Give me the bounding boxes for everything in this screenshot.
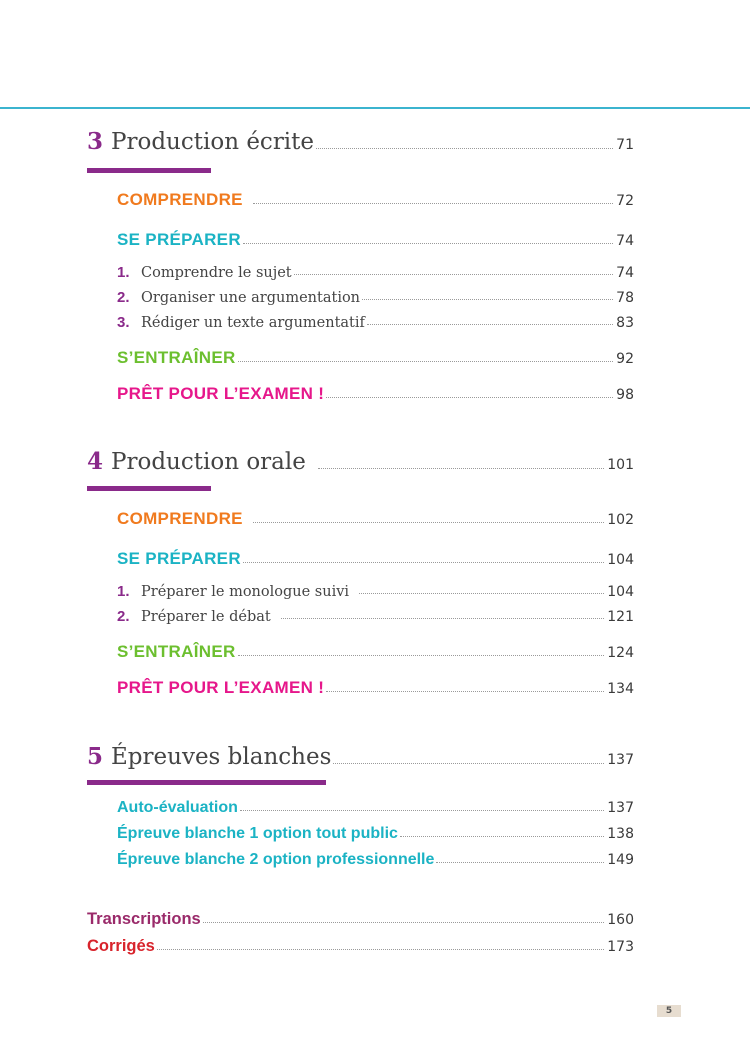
toc-entry-pret-pour-lexamen[interactable] (117, 678, 634, 698)
item-number: 2. (117, 289, 130, 306)
page-ref: 92 (616, 351, 634, 367)
leader-dots (281, 618, 605, 619)
leader-dots (243, 562, 604, 563)
item-label: Organiser une argumentation (141, 290, 361, 306)
page-ref: 78 (616, 290, 634, 306)
item-number: 2. (117, 608, 130, 625)
page-ref: 83 (616, 315, 634, 331)
toc-entry-comprendre[interactable] (117, 190, 634, 210)
section-title: Production écrite (111, 129, 315, 155)
entry-label: Corrigés (87, 937, 155, 955)
page-ref: 102 (607, 512, 634, 528)
item-label: Préparer le débat (141, 609, 271, 625)
section-underline (87, 486, 211, 491)
toc-item[interactable] (117, 583, 634, 600)
entry-label: Transcriptions (87, 910, 201, 928)
item-label: Comprendre le sujet (141, 265, 292, 281)
page-ref: 101 (607, 457, 634, 473)
leader-dots (326, 397, 613, 398)
page-ref: 74 (616, 233, 634, 249)
item-label: Rédiger un texte argumentatif (141, 315, 365, 331)
leader-dots (238, 655, 605, 656)
leader-dots (157, 949, 604, 950)
toc-entry-se-preparer[interactable] (117, 230, 634, 250)
page-ref: 104 (607, 552, 634, 568)
leader-dots (400, 836, 604, 837)
leader-dots (436, 862, 604, 863)
leader-dots (326, 691, 604, 692)
section-title: Épreuves blanches (111, 744, 332, 770)
page-ref: 149 (607, 852, 634, 868)
toc-entry-sentrainer[interactable] (117, 642, 634, 662)
entry-label: Auto-évaluation (117, 799, 238, 816)
entry-label: COMPRENDRE (117, 509, 243, 528)
entry-label: SE PRÉPARER (117, 230, 241, 249)
toc-entry-transcriptions[interactable] (87, 910, 634, 929)
leader-dots (316, 148, 613, 149)
toc-entry-pret-pour-lexamen[interactable] (117, 384, 634, 404)
leader-dots (294, 274, 614, 275)
page-ref: 121 (607, 609, 634, 625)
section-number: 5 (87, 743, 104, 770)
entry-label: PRÊT POUR L’EXAMEN ! (117, 384, 325, 403)
toc-section-5[interactable] (87, 743, 634, 770)
toc-entry-auto-evaluation[interactable] (117, 799, 634, 817)
page-ref: 173 (607, 939, 634, 955)
item-label: Préparer le monologue suivi (141, 584, 350, 600)
page-ref: 72 (616, 193, 634, 209)
page-ref: 98 (616, 387, 634, 403)
leader-dots (253, 522, 604, 523)
leader-dots (359, 593, 604, 594)
leader-dots (362, 299, 613, 300)
item-number: 3. (117, 314, 130, 331)
section-title: Production orale (111, 449, 306, 475)
entry-label: S’ENTRAÎNER (117, 642, 236, 661)
toc-entry-se-preparer[interactable] (117, 549, 634, 569)
toc-item[interactable] (117, 289, 634, 306)
leader-dots (367, 324, 613, 325)
page-ref: 134 (607, 681, 634, 697)
section-number: 4 (87, 448, 104, 475)
leader-dots (253, 203, 613, 204)
entry-label: Épreuve blanche 1 option tout public (117, 825, 398, 842)
leader-dots (203, 922, 605, 923)
toc-item[interactable] (117, 314, 634, 331)
leader-dots (333, 763, 604, 764)
page-ref: 74 (616, 265, 634, 281)
item-number: 1. (117, 264, 130, 281)
leader-dots (318, 468, 604, 469)
section-underline (87, 168, 211, 173)
entry-label: Épreuve blanche 2 option professionnelle (117, 851, 435, 868)
section-number: 3 (87, 128, 104, 155)
toc-entry-comprendre[interactable] (117, 509, 634, 529)
entry-label: COMPRENDRE (117, 190, 243, 209)
leader-dots (240, 810, 604, 811)
toc-entry-epreuve-blanche-1[interactable] (117, 825, 634, 843)
page-ref: 160 (607, 912, 634, 928)
entry-label: PRÊT POUR L’EXAMEN ! (117, 678, 325, 697)
toc-entry-epreuve-blanche-2[interactable] (117, 851, 634, 869)
page-ref: 71 (616, 137, 634, 153)
section-underline (87, 780, 326, 785)
item-number: 1. (117, 583, 130, 600)
leader-dots (238, 361, 614, 362)
page-ref: 137 (607, 752, 634, 768)
page-ref: 124 (607, 645, 634, 661)
entry-label: S’ENTRAÎNER (117, 348, 236, 367)
toc-item[interactable] (117, 608, 634, 625)
top-rule (0, 107, 750, 109)
page-number: 5 (657, 1005, 681, 1017)
entry-label: SE PRÉPARER (117, 549, 241, 568)
toc-section-3[interactable] (87, 128, 634, 155)
toc-entry-sentrainer[interactable] (117, 348, 634, 368)
leader-dots (243, 243, 613, 244)
toc-section-4[interactable] (87, 448, 634, 475)
page-ref: 137 (607, 800, 634, 816)
page-ref: 104 (607, 584, 634, 600)
toc-item[interactable] (117, 264, 634, 281)
page-ref: 138 (607, 826, 634, 842)
toc-entry-corriges[interactable] (87, 937, 634, 956)
